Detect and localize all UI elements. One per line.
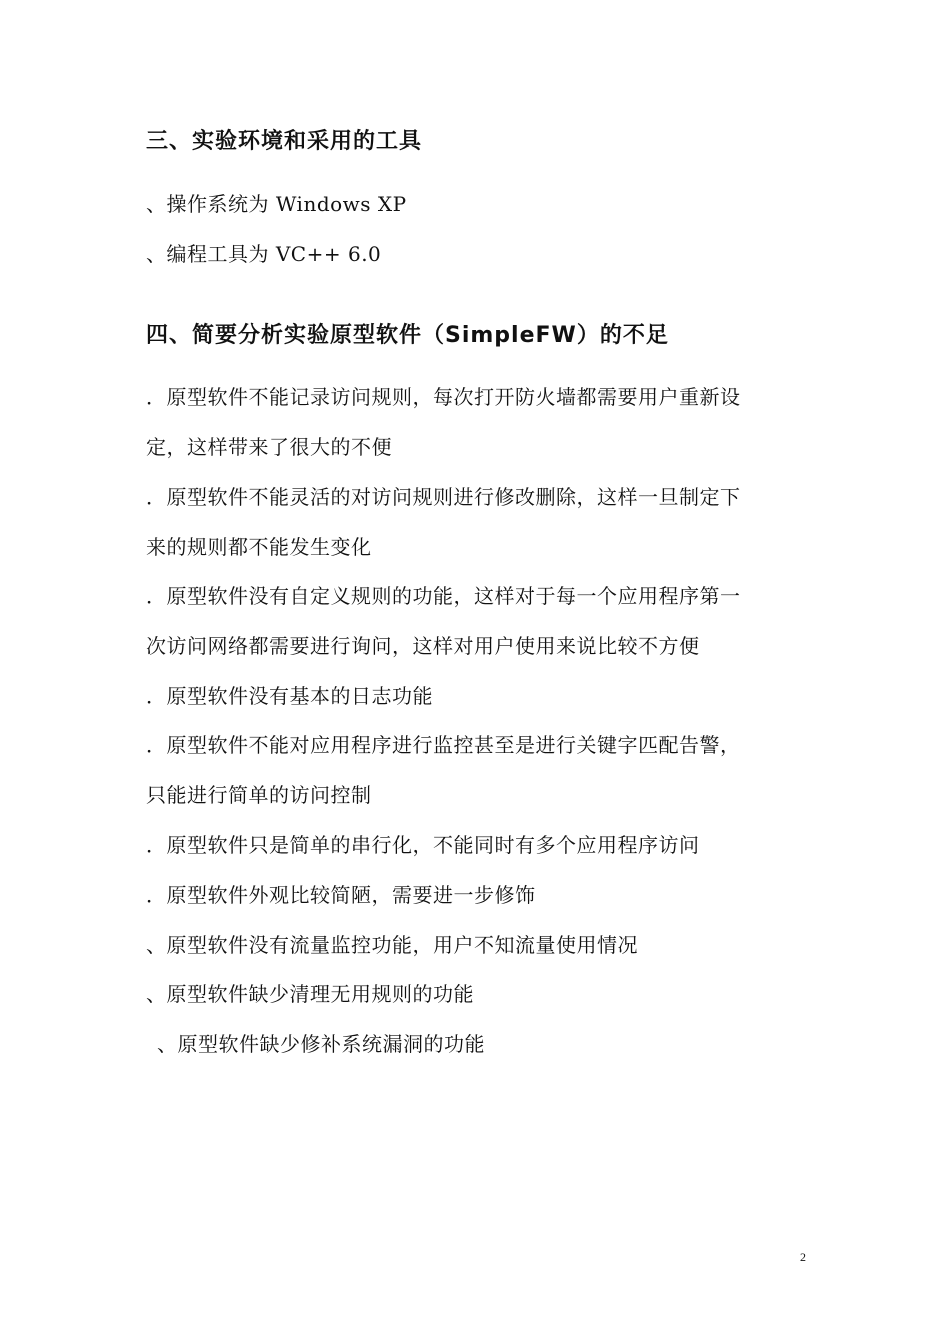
section-4-line: 、原型软件缺少修补系统漏洞的功能 xyxy=(157,1032,485,1056)
section-3-item-tool: 、编程工具为 VC++ 6.0 xyxy=(146,242,382,266)
section-4-line: 次访问网络都需要进行询问，这样对用户使用来说比较不方便 xyxy=(146,634,700,658)
section-4-line: 定，这样带来了很大的不便 xyxy=(146,435,392,459)
section-3-heading: 三、实验环境和采用的工具 xyxy=(146,129,423,154)
section-4-line: ．原型软件没有基本的日志功能 xyxy=(146,684,433,708)
page-number: 2 xyxy=(800,1250,806,1264)
section-4-line: 、原型软件没有流量监控功能，用户不知流量使用情况 xyxy=(146,933,638,957)
section-4-heading: 四、简要分析实验原型软件（SimpleFW）的不足 xyxy=(146,323,669,348)
section-4-line: 、原型软件缺少清理无用规则的功能 xyxy=(146,982,474,1006)
section-4-line: ．原型软件不能记录访问规则，每次打开防火墙都需要用户重新设 xyxy=(146,385,741,409)
section-4-line: ．原型软件只是简单的串行化，不能同时有多个应用程序访问 xyxy=(146,833,700,857)
section-4-line: ．原型软件不能灵活的对访问规则进行修改删除，这样一旦制定下 xyxy=(146,485,741,509)
section-4-line: ．原型软件外观比较简陋，需要进一步修饰 xyxy=(146,883,536,907)
section-4-line: 只能进行简单的访问控制 xyxy=(146,783,372,807)
section-4-line: ．原型软件没有自定义规则的功能，这样对于每一个应用程序第一 xyxy=(146,584,741,608)
section-4-line: ．原型软件不能对应用程序进行监控甚至是进行关键字匹配告警， xyxy=(146,733,741,757)
section-4-line: 来的规则都不能发生变化 xyxy=(146,535,372,559)
section-3-item-os: 、操作系统为 Windows XP xyxy=(146,192,407,216)
